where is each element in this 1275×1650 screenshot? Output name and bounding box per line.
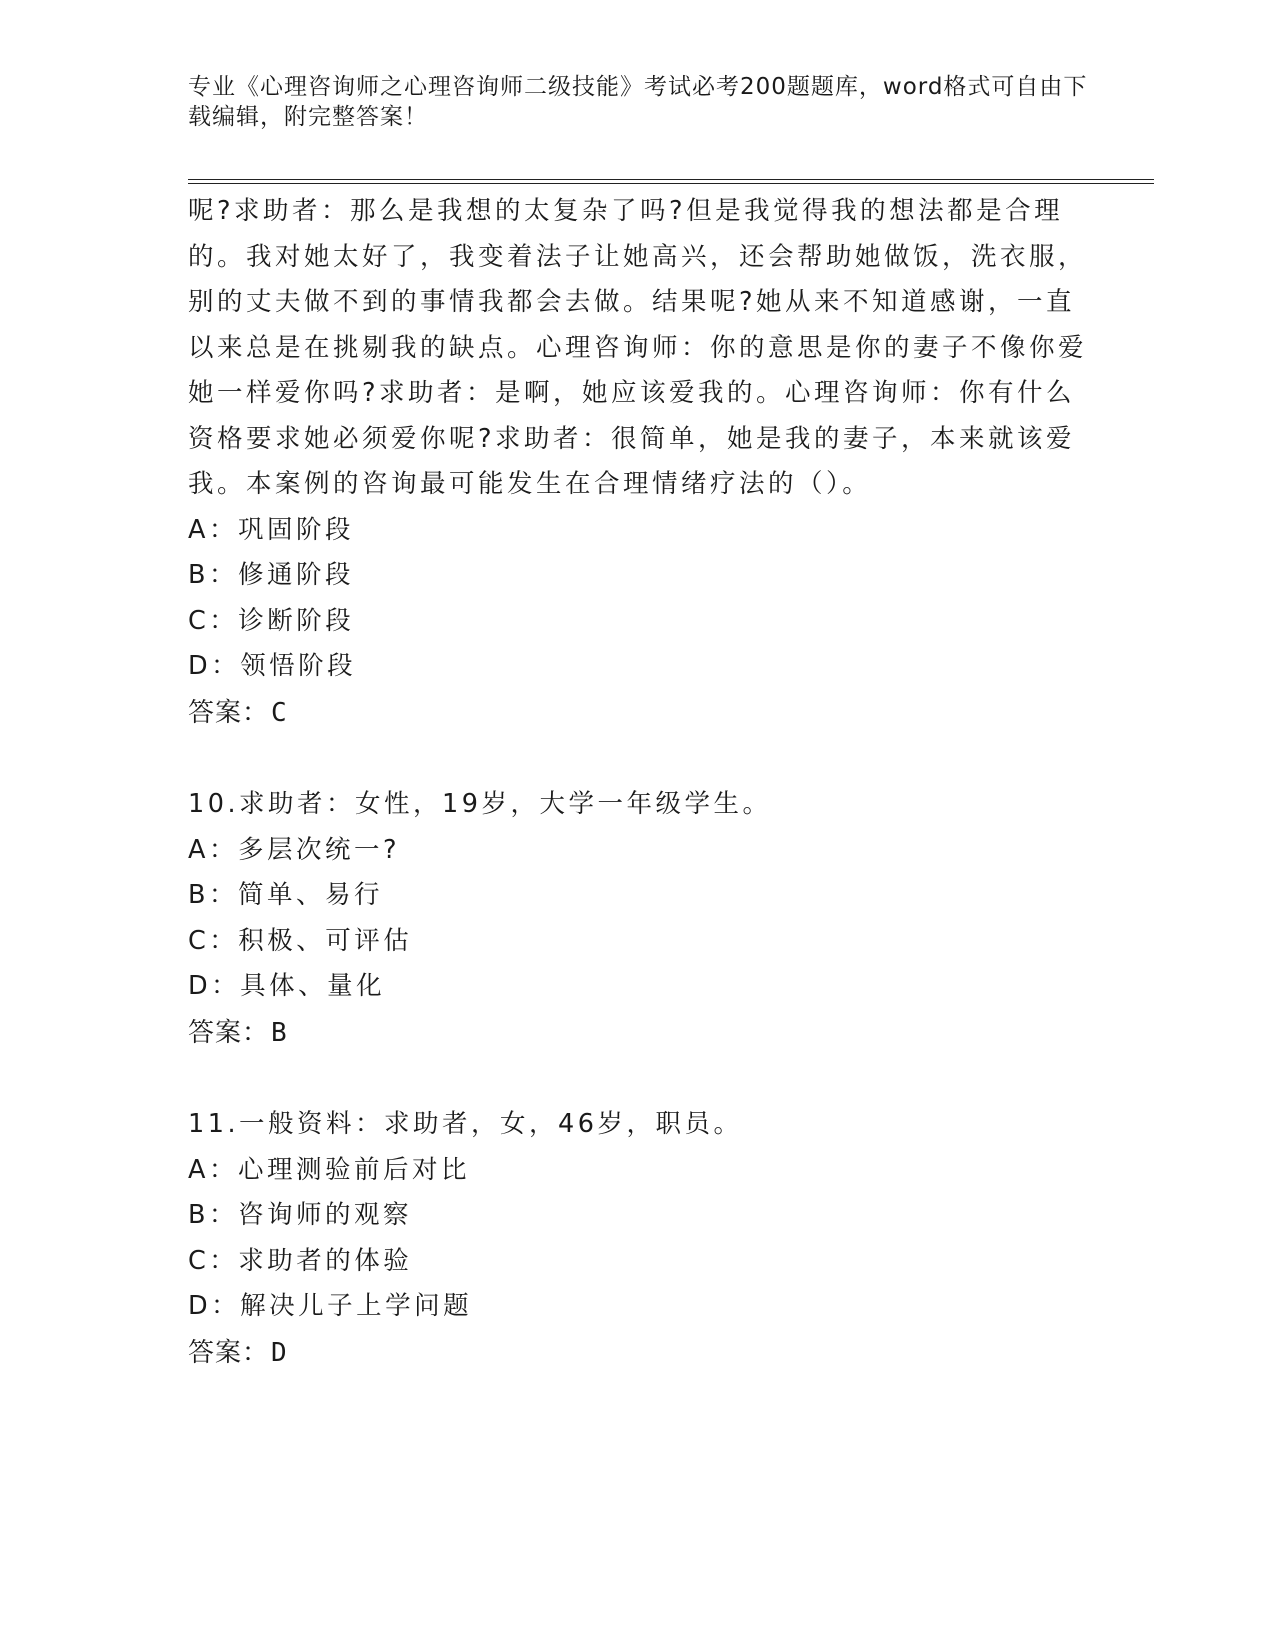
question-stem: 11.一般资料：求助者，女，46岁，职员。 [188,1109,743,1139]
option-c: C：求助者的体验 [188,1245,413,1276]
answer-label: 答案： [188,696,270,727]
question-stem: 10.求助者：女性，19岁，大学一年级学生。 [188,789,772,819]
option-a: A：巩固阶段 [188,514,354,545]
option-d: D：领悟阶段 [188,651,357,681]
answer-line [188,1330,1088,1377]
option-d: D：解决儿子上学问题 [188,1291,473,1321]
option-d: D：具体、量化 [188,971,386,1001]
page-header: 专业《心理咨询师之心理咨询师二级技能》考试必考200题题库，word格式可自由下载编辑，附完整答案！ [188,74,1088,130]
answer-line [188,690,1088,737]
answer-line [188,1010,1088,1057]
answer-label: 答案： [188,1016,270,1047]
header-rule-double [188,183,1154,184]
answer-value: C [271,697,288,728]
option-b: B：修通阶段 [188,560,354,590]
question-9-continued [188,189,1088,736]
answer-value: B [271,1017,288,1048]
answer-label: 答案： [188,1336,270,1367]
question-list [188,189,1088,1376]
option-list [188,508,1088,690]
option-list [188,828,1088,1010]
question-10 [188,782,1088,1056]
option-b: B：咨询师的观察 [188,1200,412,1230]
option-a: A：心理测验前后对比 [188,1154,470,1185]
question-11 [188,1102,1088,1376]
question-stem: 呢?求助者：那么是我想的太复杂了吗?但是我觉得我的想法都是合理的。我对她太好了，我变着法子让她高兴，还会帮助她做饭，洗衣服，别的丈夫做不到的事情我都会去做。结果呢?她从来不知道感谢，一直以来总是在挑剔我的缺点。心理咨询师：你的意思是你的妻子不像你爱她一样爱你吗?求助者：是啊，她应该爱我的。心理咨询师：你有什么资格要求她必须爱你呢?求助者：很简单，她是我的妻子，本来就该爱我。本案例的咨询最可能发生在合理情绪疗法的（）。 [188,196,1088,499]
spacer [188,736,1088,782]
answer-value: D [271,1337,288,1368]
header-rule [188,179,1154,180]
option-b: B：简单、易行 [188,880,383,910]
option-c: C：诊断阶段 [188,605,355,636]
option-a: A：多层次统一? [188,834,400,865]
spacer [188,1056,1088,1102]
option-list [188,1148,1088,1330]
option-c: C：积极、可评估 [188,925,413,956]
